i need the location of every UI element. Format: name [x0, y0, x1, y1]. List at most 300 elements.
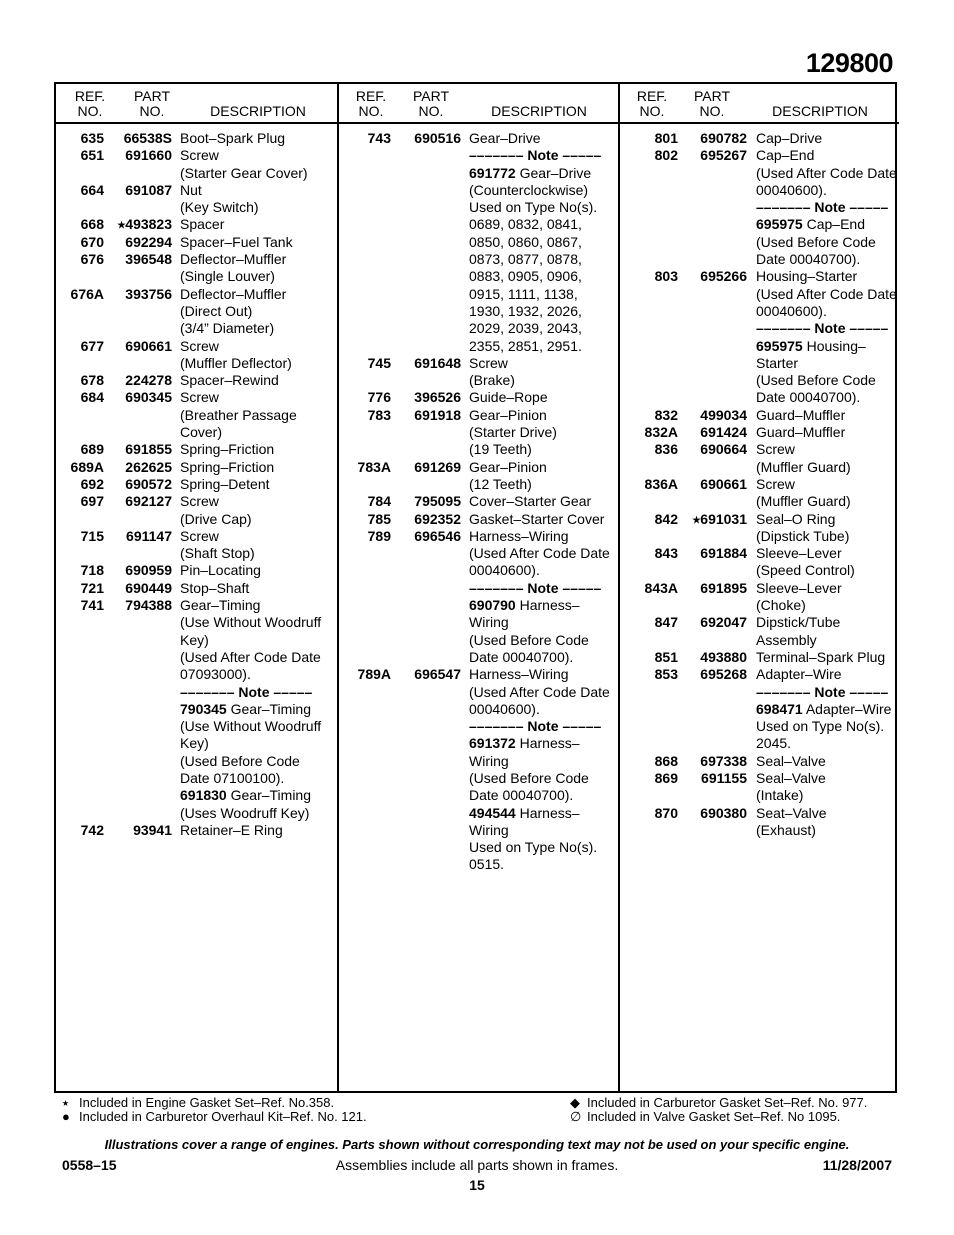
description-line	[469, 165, 618, 182]
part-description	[180, 182, 337, 217]
parts-column-1	[56, 84, 337, 1091]
description-line: Spacer	[180, 216, 225, 233]
part-number: 692127	[125, 493, 172, 510]
description-line: Screw	[180, 493, 219, 510]
alt-part-number: 695975	[756, 216, 803, 233]
ref-number: 785	[367, 510, 391, 527]
ref-number: 803	[654, 268, 678, 285]
description-line: (Dipstick Tube)	[756, 527, 850, 544]
part-number: 690516	[414, 130, 461, 146]
part-number: 794388	[125, 597, 172, 614]
ref-number: 836A	[644, 475, 678, 492]
description-line: Cover–Starter Gear	[469, 493, 592, 510]
ref-number: 678	[80, 372, 104, 389]
part-description	[180, 216, 337, 233]
ref-header-line2: NO.	[77, 103, 103, 119]
description-line: (Used After Code Date	[756, 285, 897, 302]
description-line: Guide–Rope	[469, 389, 548, 406]
part-row	[620, 511, 899, 546]
description-line: ––––––– Note –––––	[180, 683, 313, 700]
description-line: (12 Teeth)	[469, 475, 532, 492]
description-line: Cover)	[180, 424, 223, 441]
part-description	[180, 562, 337, 579]
description-line: (Brake)	[469, 372, 515, 389]
description-line: (Used After Code Date	[756, 164, 897, 181]
description-line: Spring–Detent	[180, 475, 270, 492]
description-line: (Used After Code Date	[469, 683, 610, 700]
part-row	[620, 424, 899, 441]
part-description	[180, 459, 337, 476]
part-description	[180, 389, 337, 441]
description-line	[180, 787, 337, 804]
part-number: 690572	[125, 475, 172, 492]
ref-no-header	[62, 89, 118, 119]
description-line: (Used Before Code	[180, 752, 300, 769]
description-line: (Used Before Code	[756, 372, 876, 389]
part-row	[620, 753, 899, 770]
description-line: (19 Teeth)	[469, 441, 532, 458]
description-line: Guard–Muffler	[756, 406, 846, 423]
part-description	[180, 130, 337, 147]
description-line: Date 00040700).	[756, 251, 861, 268]
part-number: 691269	[414, 458, 461, 475]
ref-number: 869	[654, 769, 678, 786]
alt-part-number: 790345	[180, 700, 227, 717]
description-line: Dipstick/Tube	[756, 614, 841, 631]
ref-header-line1: REF.	[355, 88, 387, 104]
part-description	[756, 424, 899, 441]
description-line: Nut	[180, 181, 202, 198]
description-line: Gear–Pinion	[469, 458, 547, 475]
part-description	[180, 476, 337, 493]
ref-number: 843A	[644, 579, 678, 596]
description-line: Cap–End	[756, 147, 815, 164]
description-line: (Shaft Stop)	[180, 545, 255, 562]
part-number: 696546	[414, 527, 461, 544]
description-line: 0515.	[469, 856, 505, 873]
description-line: Boot–Spark Plug	[180, 130, 286, 146]
description-line: 0915, 1111, 1138,	[469, 285, 578, 302]
alt-part-number: 691772	[469, 164, 516, 181]
description-line: Pin–Locating	[180, 562, 261, 579]
ref-number: 718	[80, 562, 104, 579]
ref-number: 776	[367, 389, 391, 406]
ref-number: 635	[80, 130, 104, 146]
ref-number: 664	[80, 181, 104, 198]
part-description	[469, 459, 618, 494]
part-row	[56, 822, 337, 839]
part-description	[180, 372, 337, 389]
page-number: 15	[469, 1177, 485, 1193]
description-line: 1930, 1932, 2026,	[469, 302, 582, 319]
part-row	[620, 649, 899, 666]
ref-number: 742	[80, 821, 104, 838]
column-header	[620, 84, 899, 124]
part-number: 396526	[414, 389, 461, 406]
description-line: (Choke)	[756, 597, 806, 614]
part-number: 66538S	[123, 130, 172, 146]
part-row	[620, 805, 899, 840]
part-description	[469, 130, 618, 355]
revision-date: 11/28/2007	[822, 1157, 892, 1173]
description-line: Assembly	[756, 631, 817, 648]
part-row	[620, 614, 899, 649]
description-line: Screw	[180, 389, 219, 406]
description-line: Starter	[756, 354, 799, 371]
part-description	[180, 234, 337, 251]
part-number: 691660	[125, 147, 172, 164]
ref-number: 789A	[357, 666, 391, 683]
description-line	[469, 805, 618, 822]
description-line: (Use Without Woodruff	[180, 614, 322, 631]
star-icon: ⭑	[62, 1095, 70, 1110]
ref-number: 677	[80, 337, 104, 354]
description-line: Deflector–Muffler	[180, 285, 287, 302]
ref-number: 676A	[70, 285, 104, 302]
description-line: 00040600).	[469, 700, 540, 717]
part-description	[180, 441, 337, 458]
description-line: (Direct Out)	[180, 302, 253, 319]
description-line: Cap–Drive	[756, 130, 823, 146]
part-description	[469, 666, 618, 874]
part-number: 690664	[700, 441, 747, 458]
part-row	[56, 251, 337, 286]
part-row	[56, 597, 337, 822]
part-row	[620, 545, 899, 580]
part-description	[469, 355, 618, 390]
description-line: 2045.	[756, 735, 792, 752]
description-line: (Starter Gear Cover)	[180, 164, 308, 181]
description-line: Gear–Timing	[180, 597, 261, 614]
part-row	[339, 493, 618, 510]
illustration-disclaimer: Illustrations cover a range of engines. Parts shown without corresponding text may not be used on your specific engine.	[104, 1137, 850, 1152]
description-line: Guard–Muffler	[756, 424, 846, 441]
part-row	[339, 355, 618, 390]
ref-number: 670	[80, 233, 104, 250]
part-row	[339, 666, 618, 874]
description-line: Screw	[756, 441, 795, 458]
part-row	[56, 476, 337, 493]
part-row	[56, 338, 337, 373]
part-number: 691424	[700, 424, 747, 441]
part-number: 691884	[700, 545, 747, 562]
part-number: 690380	[700, 804, 747, 821]
part-description	[756, 805, 899, 840]
part-description	[756, 545, 899, 580]
footnote-text: Included in Valve Gasket Set–Ref. No 1095.	[587, 1109, 841, 1124]
part-description	[180, 493, 337, 528]
description-line: Seal–Valve	[756, 752, 826, 769]
ref-number: 715	[80, 527, 104, 544]
ref-number: 802	[654, 147, 678, 164]
description-line: Housing–Starter	[756, 268, 858, 285]
part-row	[56, 130, 337, 147]
part-row	[620, 407, 899, 424]
description-line: 0873, 0877, 0878,	[469, 251, 582, 268]
description-line: Used on Type No(s).	[469, 839, 598, 856]
alt-part-description: Gear–Drive	[515, 164, 592, 181]
assemblies-note: Assemblies include all parts shown in frames.	[335, 1157, 619, 1173]
part-row	[620, 441, 899, 476]
part-header-line1: PART	[693, 88, 731, 104]
ref-number: 676	[80, 251, 104, 268]
description-line	[469, 597, 618, 614]
part-description	[756, 649, 899, 666]
description-line: Screw	[180, 337, 219, 354]
part-header-line2: NO.	[139, 103, 165, 119]
description-line: Sleeve–Lever	[756, 579, 842, 596]
ref-no-header	[343, 89, 399, 119]
alt-part-description: Gear–Timing	[226, 787, 312, 804]
part-description	[469, 528, 618, 666]
description-line: (Muffler Guard)	[756, 458, 851, 475]
description-line: Wiring	[469, 821, 509, 838]
part-number: 691895	[700, 579, 747, 596]
description-line: Terminal–Spark Plug	[756, 648, 886, 665]
part-row	[339, 130, 618, 355]
part-row	[56, 389, 337, 441]
description-line: (3/4” Diameter)	[180, 320, 275, 337]
ref-number: 870	[654, 804, 678, 821]
part-number: 691918	[414, 406, 461, 423]
part-row	[56, 147, 337, 182]
part-no-header	[124, 89, 180, 119]
part-description	[180, 338, 337, 373]
description-line: Spacer–Rewind	[180, 372, 279, 389]
part-description	[469, 511, 618, 528]
parts-rows	[620, 130, 899, 839]
description-line: Seal–O Ring	[756, 510, 836, 527]
alt-part-description: Cap–End	[802, 216, 865, 233]
ref-number: 721	[80, 579, 104, 596]
ref-number: 832	[654, 406, 678, 423]
part-description	[756, 753, 899, 770]
part-description	[756, 511, 899, 546]
description-line: ––––––– Note –––––	[756, 199, 889, 216]
footnote-carb-overhaul	[62, 1109, 367, 1124]
part-number: 695268	[700, 666, 747, 683]
description-line: Wiring	[469, 752, 509, 769]
part-number: 695267	[700, 147, 747, 164]
part-row	[56, 286, 337, 338]
alt-part-description: Harness–	[515, 597, 580, 614]
part-row	[339, 528, 618, 666]
description-line: ––––––– Note –––––	[756, 320, 889, 337]
description-line: Spacer–Fuel Tank	[180, 233, 293, 250]
part-number: 691087	[125, 181, 172, 198]
part-description	[469, 493, 618, 510]
part-row	[620, 268, 899, 406]
description-line: (Intake)	[756, 787, 804, 804]
part-number: 493880	[700, 648, 747, 665]
description-line: (Key Switch)	[180, 199, 259, 216]
part-number: 695266	[700, 268, 747, 285]
part-row	[620, 476, 899, 511]
part-description	[756, 580, 899, 615]
part-row	[56, 459, 337, 476]
description-line: Adapter–Wire	[756, 666, 842, 683]
part-number: ⭑691031	[692, 510, 747, 527]
part-number: 690449	[125, 579, 172, 596]
part-number: 396548	[125, 251, 172, 268]
footnote-text: Included in Engine Gasket Set–Ref. No.358.	[79, 1095, 335, 1110]
part-number: 692294	[125, 233, 172, 250]
footnote-valve-gasket	[570, 1109, 840, 1124]
description-line: Sleeve–Lever	[756, 545, 842, 562]
part-row	[56, 441, 337, 458]
part-number: 690959	[125, 562, 172, 579]
ref-number: 789	[367, 527, 391, 544]
ref-header-line1: REF.	[636, 88, 668, 104]
part-number: 224278	[125, 372, 172, 389]
description-line: (Single Louver)	[180, 268, 275, 285]
part-description	[180, 597, 337, 822]
parts-rows	[339, 130, 618, 874]
description-line: Key)	[180, 735, 209, 752]
description-line: 0850, 0860, 0867,	[469, 233, 582, 250]
description-line: 00040600).	[756, 181, 827, 198]
part-row	[339, 407, 618, 459]
description-line: Screw	[469, 354, 508, 371]
part-number: 93941	[133, 821, 172, 838]
description-line: (Used Before Code	[469, 769, 589, 786]
description-line: (Uses Woodruff Key)	[180, 804, 310, 821]
ref-number: 801	[654, 130, 678, 146]
ref-number: 853	[654, 666, 678, 683]
part-no-header	[403, 89, 459, 119]
part-description	[756, 666, 899, 752]
part-row	[56, 562, 337, 579]
description-line: (Breather Passage	[180, 406, 297, 423]
footnote-carb-gasket	[570, 1095, 867, 1110]
footnote-text: Included in Carburetor Gasket Set–Ref. No. 977.	[587, 1095, 868, 1110]
description-line: 07093000).	[180, 666, 251, 683]
part-description	[180, 286, 337, 338]
description-line: Spring–Friction	[180, 458, 275, 475]
ref-number: 847	[654, 614, 678, 631]
ref-number: 684	[80, 389, 104, 406]
description-line: (Drive Cap)	[180, 510, 252, 527]
parts-column-3	[618, 84, 899, 1091]
ref-number: 743	[367, 130, 391, 146]
description-line: Seal–Valve	[756, 769, 826, 786]
part-number: 691648	[414, 354, 461, 371]
description-line	[756, 338, 899, 355]
part-number: 691855	[125, 441, 172, 458]
part-number: 697338	[700, 752, 747, 769]
part-description	[756, 268, 899, 406]
alt-part-number: 690790	[469, 597, 516, 614]
part-description	[469, 407, 618, 459]
alt-part-description: Harness–	[515, 735, 580, 752]
ref-number: 783A	[357, 458, 391, 475]
part-number: 262625	[125, 458, 172, 475]
ref-number: 836	[654, 441, 678, 458]
alt-part-description: Harness–	[515, 804, 580, 821]
description-line: (Counterclockwise)	[469, 181, 589, 198]
description-line	[469, 735, 618, 752]
alt-part-number: 695975	[756, 337, 803, 354]
diamond-icon: ◆	[570, 1095, 580, 1110]
part-row	[339, 459, 618, 494]
part-number: 690345	[125, 389, 172, 406]
part-number: 692352	[414, 510, 461, 527]
part-row	[56, 528, 337, 563]
description-line	[180, 701, 337, 718]
description-line: Gear–Drive	[469, 130, 541, 146]
part-row	[620, 666, 899, 752]
description-line: (Use Without Woodruff	[180, 718, 322, 735]
description-line: Wiring	[469, 614, 509, 631]
parts-table	[54, 82, 897, 1093]
description-line: Seat–Valve	[756, 804, 827, 821]
part-number: 692047	[700, 614, 747, 631]
alt-part-description: Adapter–Wire	[802, 700, 892, 717]
footnote-text: Included in Carburetor Overhaul Kit–Ref. No. 121.	[79, 1109, 367, 1124]
description-line: (Muffler Guard)	[756, 493, 851, 510]
part-row	[620, 580, 899, 615]
part-number: 690782	[700, 130, 747, 146]
part-number: 696547	[414, 666, 461, 683]
alt-part-description: Gear–Timing	[226, 700, 312, 717]
description-line: 2029, 2039, 2043,	[469, 320, 582, 337]
part-row	[620, 770, 899, 805]
part-description	[180, 822, 337, 839]
part-description	[756, 614, 899, 649]
part-number: ⭑493823	[117, 216, 172, 233]
part-row	[620, 147, 899, 268]
description-line: Screw	[180, 147, 219, 164]
ref-number: 741	[80, 597, 104, 614]
part-header-line2: NO.	[418, 103, 444, 119]
part-row	[56, 580, 337, 597]
part-description	[469, 389, 618, 406]
part-description	[756, 770, 899, 805]
alt-part-number: 691830	[180, 787, 227, 804]
ref-number: 842	[654, 510, 678, 527]
description-line: Date 00040700).	[469, 648, 574, 665]
part-number: 795095	[414, 493, 461, 510]
footnote-engine-gasket	[62, 1095, 334, 1110]
ref-number: 651	[80, 147, 104, 164]
column-header	[56, 84, 337, 124]
part-header-line1: PART	[133, 88, 171, 104]
part-description	[756, 407, 899, 424]
description-line: Harness–Wiring	[469, 666, 569, 683]
description-line: ––––––– Note –––––	[469, 718, 602, 735]
part-row	[620, 130, 899, 147]
ref-number: 692	[80, 475, 104, 492]
description-line: Stop–Shaft	[180, 579, 250, 596]
description-line: Key)	[180, 631, 209, 648]
description-line: 00040600).	[756, 302, 827, 319]
description-header: DESCRIPTION	[491, 103, 587, 119]
description-line: 2355, 2851, 2951.	[469, 337, 582, 354]
part-row	[56, 493, 337, 528]
ref-header-line1: REF.	[74, 88, 106, 104]
part-description	[180, 528, 337, 563]
bullet-icon: ●	[62, 1109, 70, 1124]
empty-set-icon: ∅	[570, 1109, 582, 1124]
part-header-line2: NO.	[699, 103, 725, 119]
ref-header-line2: NO.	[358, 103, 384, 119]
part-number: 393756	[125, 285, 172, 302]
description-line: Date 00040700).	[756, 389, 861, 406]
column-header	[339, 84, 618, 124]
description-line: Gear–Pinion	[469, 406, 547, 423]
part-description	[756, 130, 899, 147]
part-number: 499034	[700, 406, 747, 423]
